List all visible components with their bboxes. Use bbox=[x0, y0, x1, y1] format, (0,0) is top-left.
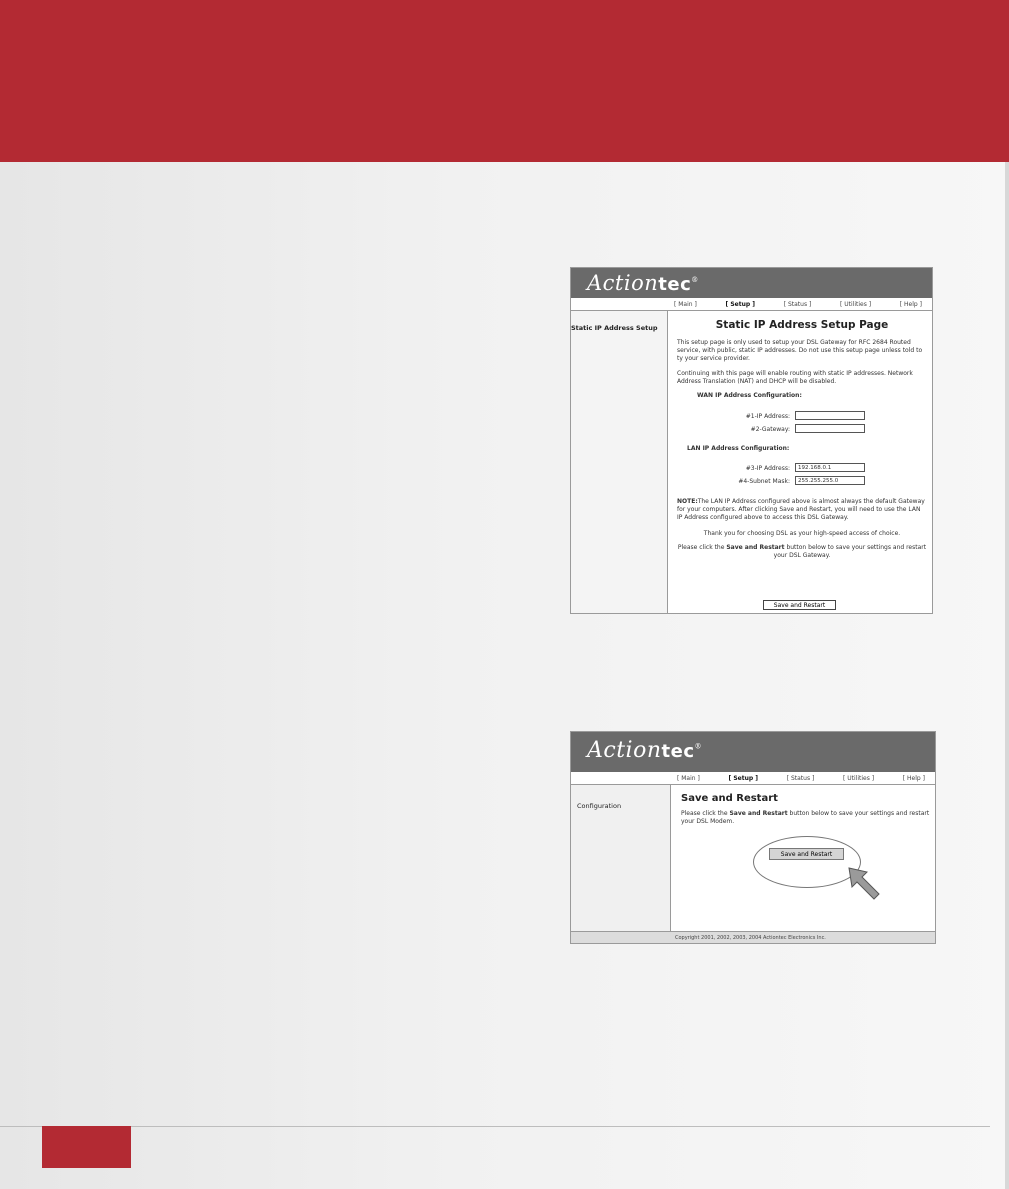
actiontec-logo: Actiontec® bbox=[587, 738, 702, 763]
lan-mask-label: #4-Subnet Mask: bbox=[738, 478, 790, 485]
page-title: Save and Restart bbox=[681, 793, 778, 804]
main-content bbox=[677, 311, 927, 560]
save-and-restart-button[interactable]: Save and Restart bbox=[769, 848, 844, 860]
lan-ip-input[interactable]: 192.168.0.1 bbox=[795, 463, 865, 472]
main-content bbox=[681, 792, 931, 826]
lan-heading: LAN IP Address Configuration: bbox=[687, 445, 790, 452]
router-header bbox=[571, 732, 935, 772]
highlight-circle bbox=[753, 836, 861, 888]
sidebar bbox=[571, 785, 671, 931]
wan-ip-input[interactable] bbox=[795, 411, 865, 420]
sidebar-item-static-ip[interactable]: Static IP Address Setup bbox=[571, 324, 658, 332]
actiontec-logo: Actiontec® bbox=[587, 271, 699, 295]
save-restart-screenshot bbox=[570, 731, 936, 944]
nav-help[interactable]: [ Help ] bbox=[902, 775, 925, 782]
pointer-arrow-icon bbox=[847, 866, 887, 906]
page-edge-strip bbox=[1005, 162, 1009, 1189]
lan-ip-row bbox=[677, 462, 927, 475]
nav-setup[interactable]: [ Setup ] bbox=[728, 775, 759, 782]
top-nav bbox=[668, 299, 932, 310]
sidebar-item-configuration[interactable]: Configuration bbox=[577, 802, 622, 810]
lan-ip-label: #3-IP Address: bbox=[745, 465, 790, 472]
wan-gateway-label: #2-Gateway: bbox=[750, 426, 790, 433]
instruction-text: Please click the Save and Restart button below to save your settings and restart your DSL Gateway. bbox=[677, 544, 927, 559]
sidebar bbox=[571, 311, 668, 613]
footer-page-tab bbox=[42, 1126, 131, 1168]
router-header bbox=[571, 268, 932, 298]
wan-ip-label: #1-IP Address: bbox=[745, 413, 790, 420]
nav-utilities[interactable]: [ Utilities ] bbox=[843, 775, 875, 782]
thanks-text: Thank you for choosing DSL as your high-speed access of choice. bbox=[703, 530, 901, 537]
footer-rule bbox=[0, 1126, 990, 1127]
static-ip-setup-screenshot bbox=[570, 267, 933, 614]
wan-heading: WAN IP Address Configuration: bbox=[697, 392, 802, 399]
wan-gateway-row bbox=[677, 423, 927, 436]
nav-utilities[interactable]: [ Utilities ] bbox=[840, 301, 872, 308]
lan-mask-input[interactable]: 255.255.255.0 bbox=[795, 476, 865, 485]
lan-mask-row bbox=[677, 475, 927, 488]
nav-main[interactable]: [ Main ] bbox=[674, 301, 697, 308]
nav-status[interactable]: [ Status ] bbox=[783, 301, 812, 308]
nav-help[interactable]: [ Help ] bbox=[899, 301, 922, 308]
nav-main[interactable]: [ Main ] bbox=[677, 775, 700, 782]
intro-text: This setup page is only used to setup your DSL Gateway for RFC 2684 Routed service, with public, static IP addresses. Do not use this setup page unless told to ty your service provider. bbox=[677, 339, 923, 362]
wan-ip-row bbox=[677, 410, 927, 423]
top-banner bbox=[0, 0, 1009, 162]
note-text: NOTE:The LAN IP Address configured above is almost always the default Gateway for your computers. After clicking Save and Restart, you will need to use the LAN IP Address configured above to access this DSL Gateway. bbox=[677, 498, 925, 521]
page-title: Static IP Address Setup Page bbox=[715, 319, 889, 331]
instruction-text: Please click the Save and Restart button below to save your settings and restart your DSL Modem. bbox=[681, 810, 930, 825]
save-and-restart-button[interactable]: Save and Restart bbox=[763, 600, 836, 610]
continue-text: Continuing with this page will enable routing with static IP addresses. Network Address Translation (NAT) and DHCP will be disabled. bbox=[677, 370, 913, 385]
nav-status[interactable]: [ Status ] bbox=[786, 775, 815, 782]
nav-setup[interactable]: [ Setup ] bbox=[725, 301, 756, 308]
top-nav bbox=[671, 773, 935, 784]
copyright-bar: Copyright 2001, 2002, 2003, 2004 Actiontec Electronics Inc. bbox=[571, 931, 935, 943]
wan-gateway-input[interactable] bbox=[795, 424, 865, 433]
